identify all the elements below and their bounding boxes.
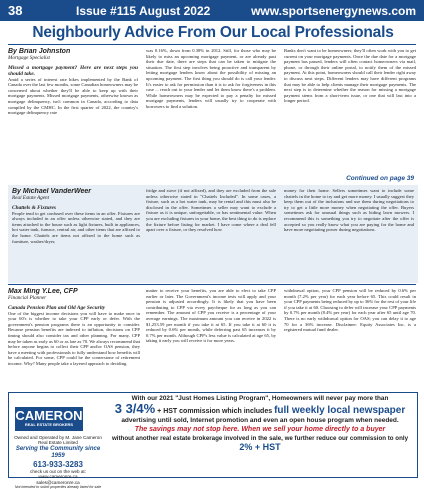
article1-text3: Banks don't want to be homeowners; they'll often work with you to get current on your mortgage payments. Once the due date for a mortgage payment has passed, lenders will often contact homeowners via mail, phone, or through their online portal, to notify them of the missed payment. At this point, homeowners should call their lender right away to discuss next steps. Different lenders may have different programs that may be able to help clients manage their mortgage payments. The next step is to determine whether the reason for missing a mortgage payment stems from a short-term issue, or one that will last into a longer period.: [284, 48, 416, 104]
logo-text: CAMERON: [15, 408, 83, 423]
article3-col1: [8, 288, 140, 388]
agent-phone[interactable]: 613-933-3283: [33, 459, 83, 469]
article2-col3: [284, 188, 414, 280]
article1-role: Mortgage Specialist: [8, 55, 50, 61]
ad-body: [107, 395, 413, 453]
issue-label: Issue #115 August 2022: [76, 4, 211, 18]
article3-role: Financial Planner: [8, 295, 47, 301]
logo-subtext: REAL ESTATE BROKERS: [24, 422, 74, 427]
agent-note: Not intended to solicit properties already listed for sale: [14, 485, 102, 489]
ad-line2: [107, 403, 413, 417]
article2-role: Real Estate Agent: [12, 195, 50, 201]
ad-line5-text: without another real estate brokerage involved in the sale, we further reduce our commission to only: [111, 435, 409, 442]
divider: [8, 44, 416, 45]
ad-reduced-rate: 2% + HST: [239, 442, 281, 452]
article2-col2: [146, 188, 276, 280]
article1-author: By Brian Johnston: [8, 48, 71, 55]
agent-email[interactable]: sales@cameronre.ca: [36, 479, 80, 485]
article3-author: Max Ming Y.Lee, CFP: [8, 288, 78, 295]
ad-line2-text: + HST commission which includes: [157, 408, 273, 415]
article2-lead: Chattels & Fixtures: [12, 204, 57, 211]
article1-lead: Missed a mortgage payment? Here are next steps you should take.: [8, 64, 138, 77]
page-number: 38: [8, 3, 23, 18]
cameron-advertisement[interactable]: [8, 392, 418, 489]
article1-col1: [8, 48, 138, 182]
article2-text2: fridge and stove (if not affixed), and they are excluded from the sale unless otherwise stated in "Chattels Included". In some cases, a fixture, such as a hot water tank, may be rental and this must also be disclosed in the offer. Sometimes a seller may want to exclude a fixture as it is unique, unforgettable, or has sentimental value. When you are excluding fixtures in your home, the best thing to do is replace the fixture before listing for market. I have come where a deal fell apart over a fixture, or they resolved how: [146, 188, 276, 233]
agent-info: [13, 435, 103, 489]
article1-text1: Amid a series of interest rate hikes implemented by the Bank of Canada over the last few months, some Canadian homeowners may be concerned about whether they'll be able to keep up with their mortgage payments. Missed mortgage payments, otherwise known as mortgage delinquency, isn't common in Canada, according to data compiled by the CMHC. In the first quarter of 2022, the country's mortgage delinquency rate: [8, 76, 138, 116]
ad-line5: [107, 435, 413, 453]
website-link[interactable]: www.sportsenergynews.com: [251, 4, 416, 18]
ad-line1: With our 2021 "Just Homes Listing Program", Homeowners will never pay more than: [131, 395, 389, 402]
continued-link[interactable]: Continued on page 39: [346, 175, 414, 182]
article1-col3: [284, 48, 416, 172]
divider: [8, 284, 416, 285]
article2-text3: money for their home. Sellers sometimes want to include some chattels in the home to try and get more money. I usually suggest they keep them out of the inclusions and use them during negotiations to try to get a little more money when negotiating the offer. Buyers sometimes ask for unusual things such as hiding lawn mowers. I recommend this is something you try to negotiate after the offer is accepted so you really know what you are paying for the home and have more negotiating power during negotiations.: [284, 188, 414, 233]
article3-text2: matter to receive your benefits, you are able to elect to take CPP earlier or later. The Government's income tests will apply and your pension is adjusted accordingly. It is likely that you have been contributing to CPP via every paycheque for as long as you can remember. The amount of CPP you receive is a percentage of your average earnings. The maximum amount you can receive in 2022 is $1,253.59 per month if you take it at 65. If you take it at 60 it is reduced by 0.6% per month, while deferring past 65 increases it by 0.7% per month. Although CPP's less value is calculated at age 65, by taking it early you will receive it for more years.: [146, 288, 276, 344]
ad-line2-highlight: full weekly local newspaper: [274, 405, 406, 416]
ad-commission-rate: 3 3/4%: [114, 401, 156, 416]
article1-col2: [146, 48, 276, 172]
page-header: [0, 0, 424, 21]
agent-web[interactable]: check us out on the web at: www.cameronre.ca: [30, 468, 86, 480]
agent-owner: Owned and Operated by M. Jane Cameron Real Estate Limited: [14, 435, 102, 446]
ad-line3: advertising until sold, Internet promotion and even an open house program when needed.: [121, 417, 399, 424]
article2-author: By Michael VanderWeer: [12, 188, 91, 195]
ad-line4: The savings may not stop here. When we sell your home directly to a buyer: [134, 426, 386, 433]
agent-motto: Serving the Community since 1959: [15, 445, 101, 459]
article2-col1: [12, 188, 140, 280]
article3-text3: withdrawal option, your CPP pension will be reduced by 0.6% per month (7.2% per year) for each year before 65. This could result in your CPP payments being reduced by up to 36% for the rest of your life if you take it at 60. Choosing to defer will increase your CPP payments by 0.7% per month (8.4% per year) for each year after 65 until age 70. There is no early withdrawal option for OAS; you can delay it to age 70 for a 36% increase. Disclaimer: Equity Associates Inc. is a registered mutual fund dealer.: [284, 288, 416, 333]
article3-text1: One of the biggest income decisions you will have to make once in your 60's is whether to take your CPP early or defer. With the government's pension programs there is an opportunity to consider. Because pension benefits are indexed to inflation, decisions on CPP timing should also consider tax and other planning. For many, CPP may be taken as early as 60 or as late as 70. We always recommend that before anyone begins to collect their CPP and/or OAS pension, they have a meeting with professionals to fully understand how benefits will be calculated. For some, CPP could be the cornerstone of retirement income. Why? Many people take a layered approach to deciding.: [8, 310, 140, 366]
page-headline: Neighbourly Advice From Our Local Professionals: [32, 24, 394, 41]
article2-text1: People tend to get confused over these items in an offer. Fixtures are always included in an offer unless otherwise stated, and they are items attached to the house such as light fixtures, built in appliances, hot water tank, furnace, central air, and other items that are affixed to the home. Chattels are items not affixed to the home such as furniture, washer/dryer,: [12, 210, 140, 244]
cameron-logo: [15, 407, 83, 431]
article3-col2: [146, 288, 276, 388]
article3-col3: [284, 288, 416, 388]
article1-text2: was 0.16%, down from 0.38% in 2012. Still, for those who may be likely to miss an upcoming mortgage payment, or are already past their due date, there are steps that can be taken to mitigate the situation. The first step involves being proactive and transparent by letting mortgage lenders know about the possibility of missing an upcoming payment. The first thing you should do is call your lender. It's easier to ask for permission than it is to ask for forgiveness in this case ... reach out to your lender and let them know there's a problem. While homeowners may be expected to pay a penalty for missed mortgage payments, lenders will usually try to cooperate with borrowers to find a solution.: [146, 48, 276, 109]
article3-lead: Canada Pension Plan and Old Age Security: [8, 304, 106, 311]
